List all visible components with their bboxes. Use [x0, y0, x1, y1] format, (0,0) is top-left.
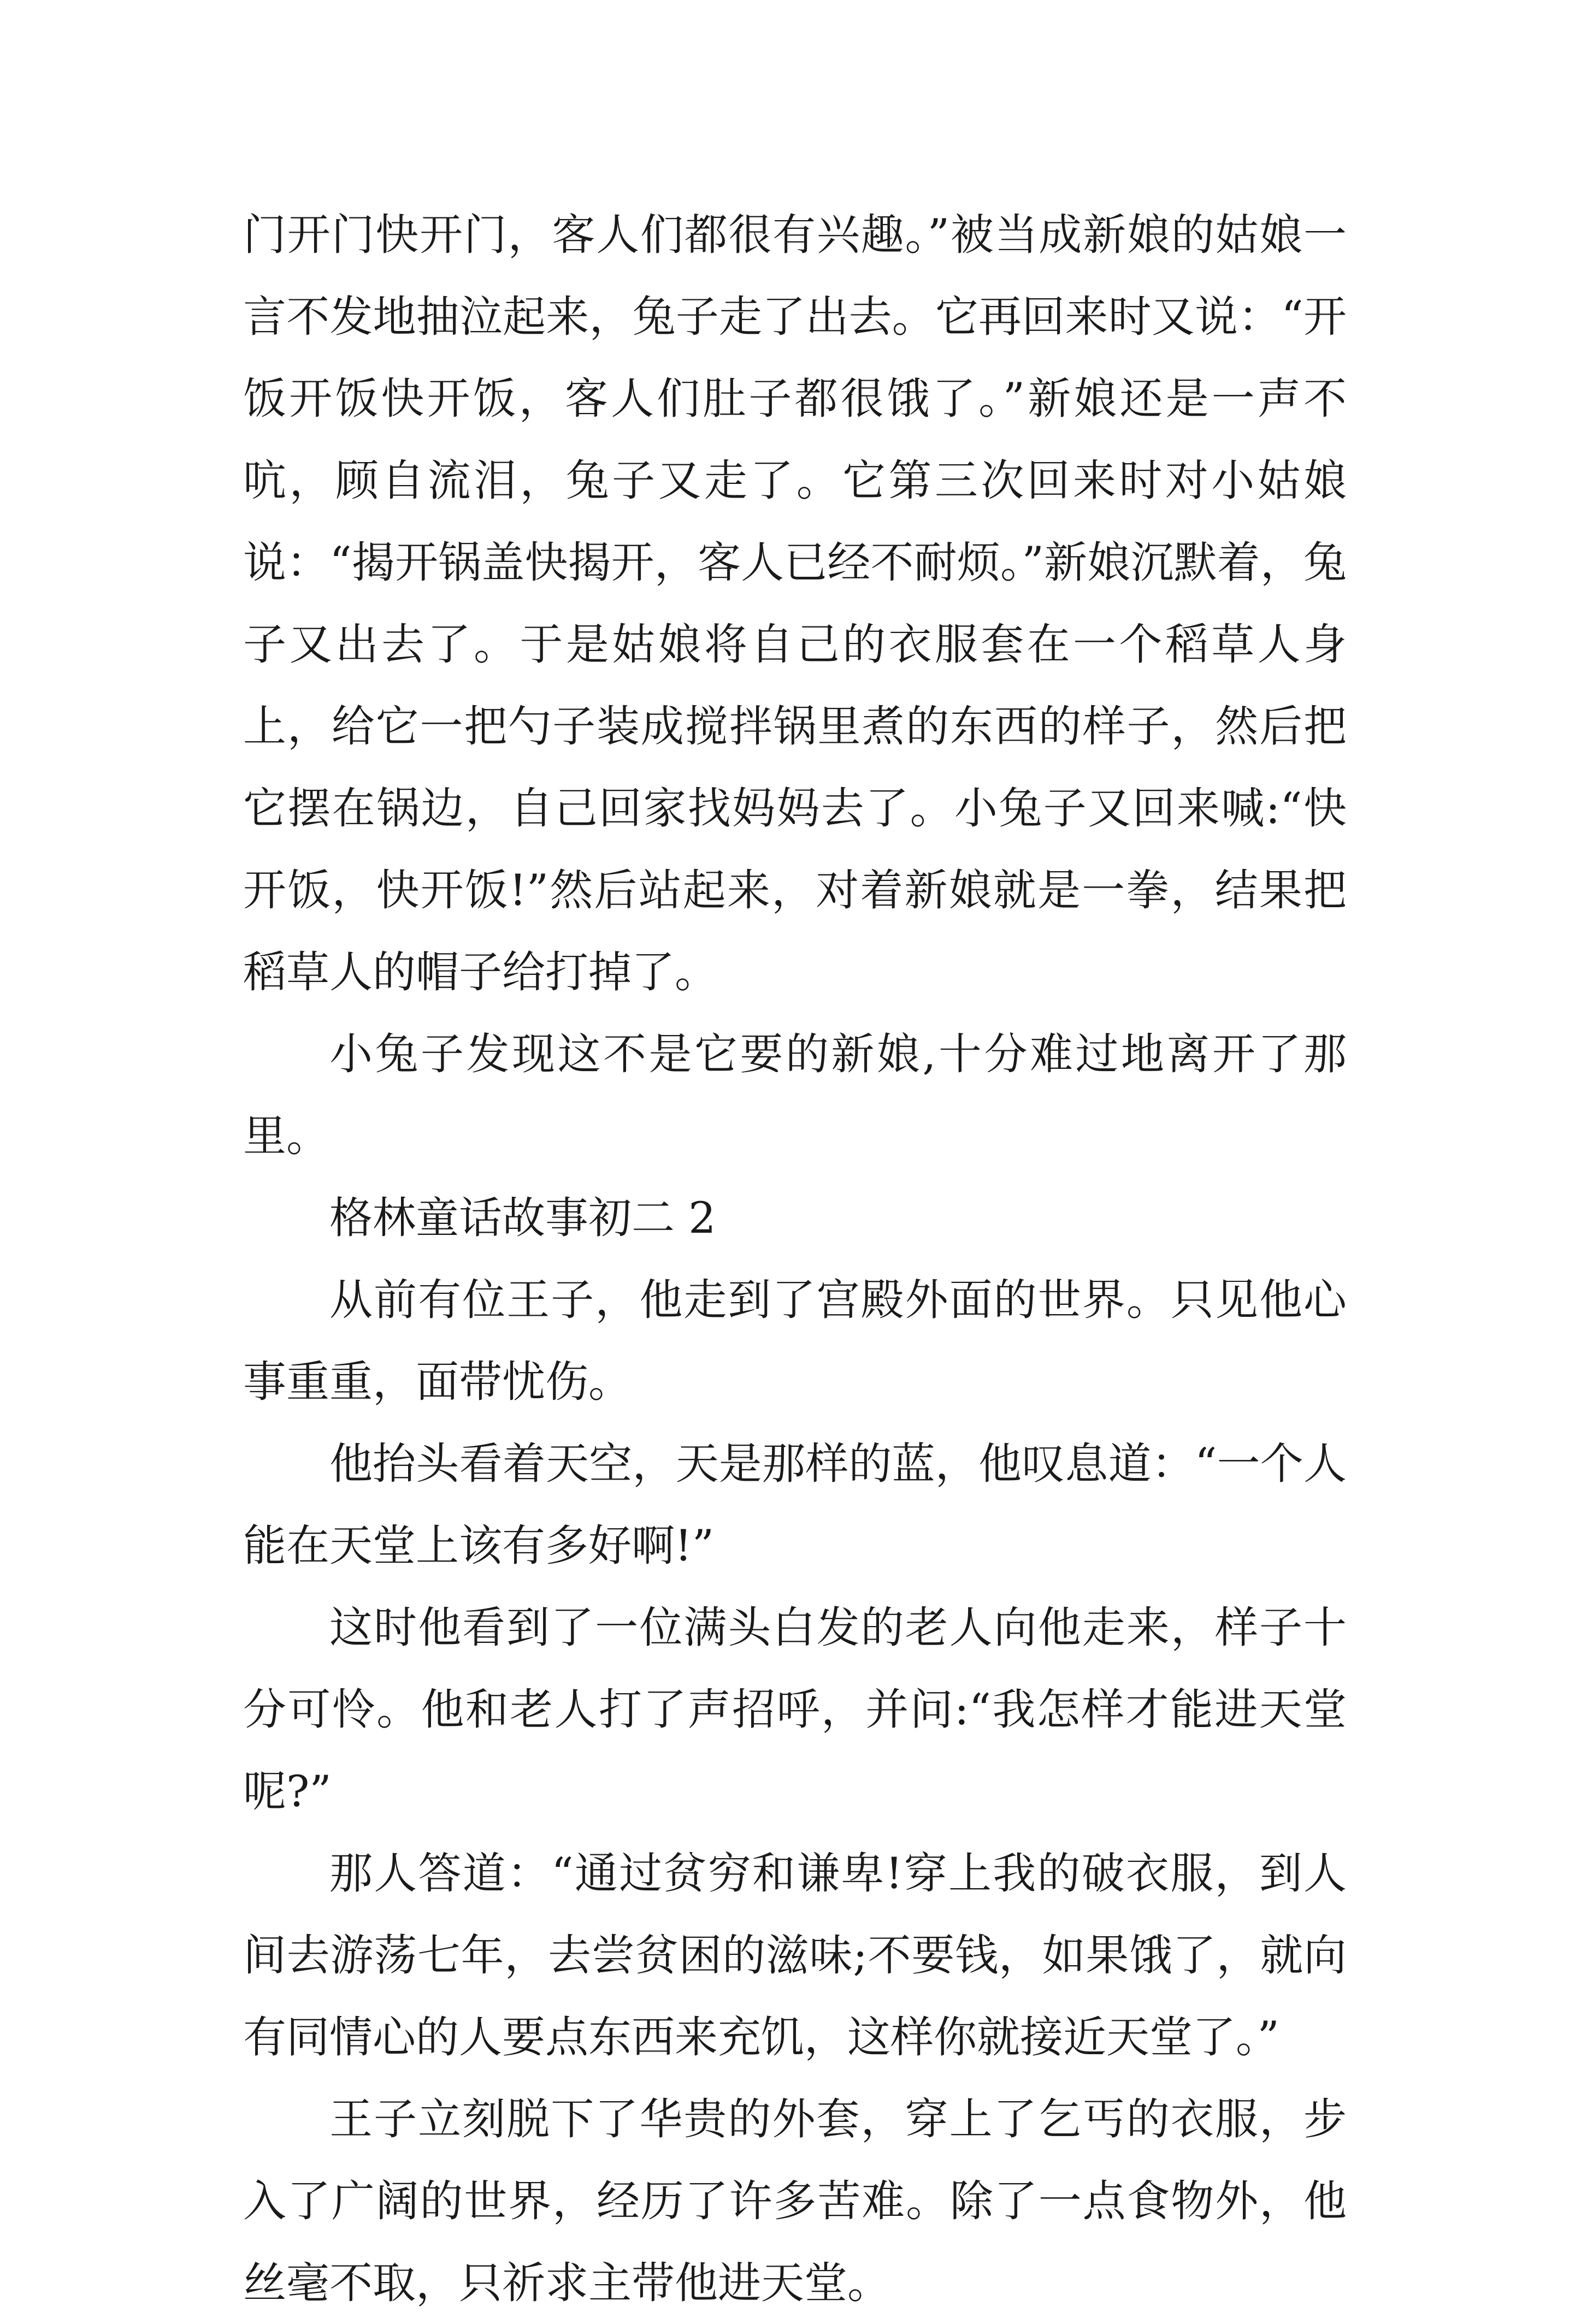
paragraph-2: 小兔子发现这不是它要的新娘,十分难过地离开了那里。: [243, 1029, 1347, 1161]
paragraph-6: 这时他看到了一位满头白发的老人向他走来，样子十分可怜。他和老人打了声招呼，并问:“我怎样才能进天堂呢?”: [243, 1602, 1347, 1817]
paragraph-8: 王子立刻脱下了华贵的外套，穿上了乞丐的衣服，步入了广阔的世界，经历了许多苦难。除了一点食物外，他丝毫不取，只祈求主带他进天堂。: [243, 2094, 1347, 2308]
document-body: [243, 194, 1347, 2324]
paragraph-1: 门开门快开门，客人们都很有兴趣。”被当成新娘的姑娘一言不发地抽泣起来，兔子走了出去。它再回来时又说：“开饭开饭快开饭，客人们肚子都很饿了。”新娘还是一声不吭，顾自流泪，兔子又走了。它第三次回来时对小姑娘说：“揭开锅盖快揭开，客人已经不耐烦。”新娘沉默着，兔子又出去了。于是姑娘将自己的衣服套在一个稻草人身上，给它一把勺子装成搅拌锅里煮的东西的样子，然后把它摆在锅边，自己回家找妈妈去了。小兔子又回来喊:“快开饭，快开饭!”然后站起来，对着新娘就是一拳，结果把稻草人的帽子给打掉了。: [243, 210, 1347, 997]
paragraph-7: 那人答道：“通过贫穷和谦卑!穿上我的破衣服，到人间去游荡七年，去尝贫困的滋味;不要钱，如果饿了，就向有同情心的人要点东西来充饥，这样你就接近天堂了。”: [243, 1848, 1347, 2062]
paragraph-5: 他抬头看着天空，天是那样的蓝，他叹息道：“一个人能在天堂上该有多好啊!”: [243, 1439, 1347, 1571]
paragraph-4: 从前有位王子，他走到了宫殿外面的世界。只见他心事重重，面带忧伤。: [243, 1275, 1347, 1407]
section-heading: 格林童话故事初二 2: [329, 1193, 716, 1243]
